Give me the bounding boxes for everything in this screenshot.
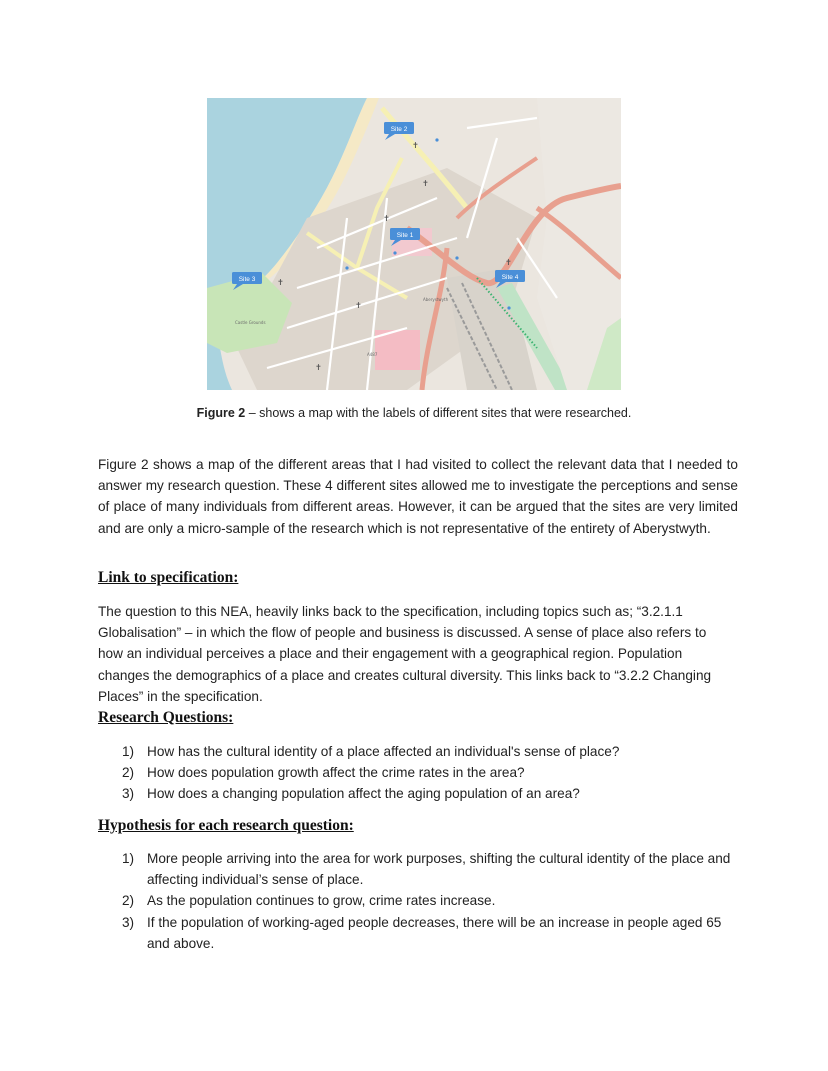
map-place-town: Aberystwyth	[423, 297, 449, 302]
list-item-number: 1)	[122, 851, 135, 866]
svg-text:✝: ✝	[422, 179, 429, 188]
list-item	[120, 741, 740, 762]
site-4-label: Site 4	[501, 274, 519, 281]
figure-caption	[0, 406, 828, 420]
list-item-text: How does a changing population affect the aging population of an area?	[147, 786, 580, 802]
svg-text:✝: ✝	[383, 214, 390, 223]
research-questions-list	[120, 741, 740, 805]
figure-caption-text: – shows a map with the labels of different sites that were researched.	[245, 406, 632, 420]
research-questions-heading: Research Questions:	[98, 709, 234, 726]
list-item	[120, 848, 740, 890]
list-item-number: 1)	[122, 744, 135, 759]
list-item	[120, 762, 740, 783]
list-item	[120, 783, 740, 804]
list-item	[120, 912, 740, 954]
link-spec-heading: Link to specification:	[98, 569, 239, 586]
intro-paragraph: Figure 2 shows a map of the different areas that I had visited to collect the relevant data that I needed to answer my research question. These 4 different sites allowed me to investigate the perceptions and sense of place of many individuals from different areas. However, it can be argued that the sites are very limited and are only a micro-sample of the research which is not representative of the entirety of Aberystwyth.	[98, 457, 738, 536]
link-spec-paragraph: The question to this NEA, heavily links back to the specification, including topics such as; “3.2.1.1 Globalisation” – in which the flow of people and business is discussed. A sense of place also refers to how an individual perceives a place and their engagement with a geographical region. Population changes the demographics of a place and creates cultural diversity. This links back to “3.2.2 Changing Places” in the specification.	[98, 604, 712, 704]
site-1-label: Site 1	[396, 232, 414, 239]
hypotheses-heading: Hypothesis for each research question:	[98, 817, 354, 834]
svg-text:✝: ✝	[505, 258, 512, 267]
list-item-text: If the population of working-aged people decreases, there will be an increase in people aged 65 and above.	[147, 914, 722, 951]
site-3-label: Site 3	[238, 276, 256, 283]
list-item-text: How has the cultural identity of a place affected an individual's sense of place?	[147, 744, 620, 759]
map-figure	[207, 98, 621, 390]
list-item	[120, 890, 740, 911]
hypotheses-list	[120, 848, 740, 954]
list-item-number: 2)	[122, 765, 135, 781]
list-item-text: How does population growth affect the crime rates in the area?	[147, 765, 525, 781]
map-place-road: A487	[367, 352, 378, 357]
site-2-label: Site 2	[390, 126, 408, 133]
list-item-text: More people arriving into the area for work purposes, shifting the cultural identity of the place and affecting individual’s sense of place.	[147, 851, 731, 888]
svg-text:✝: ✝	[412, 141, 419, 150]
list-item-number: 3)	[122, 914, 135, 930]
svg-text:✝: ✝	[315, 363, 322, 372]
list-item-text: As the population continues to grow, crime rates increase.	[147, 893, 496, 909]
list-item-number: 3)	[122, 786, 135, 802]
map-image	[207, 98, 621, 390]
svg-text:✝: ✝	[355, 301, 362, 310]
figure-caption-label: Figure 2	[196, 406, 246, 420]
svg-text:✝: ✝	[277, 278, 284, 287]
list-item-number: 2)	[122, 893, 135, 909]
map-place-park: Castle Grounds	[235, 320, 266, 325]
